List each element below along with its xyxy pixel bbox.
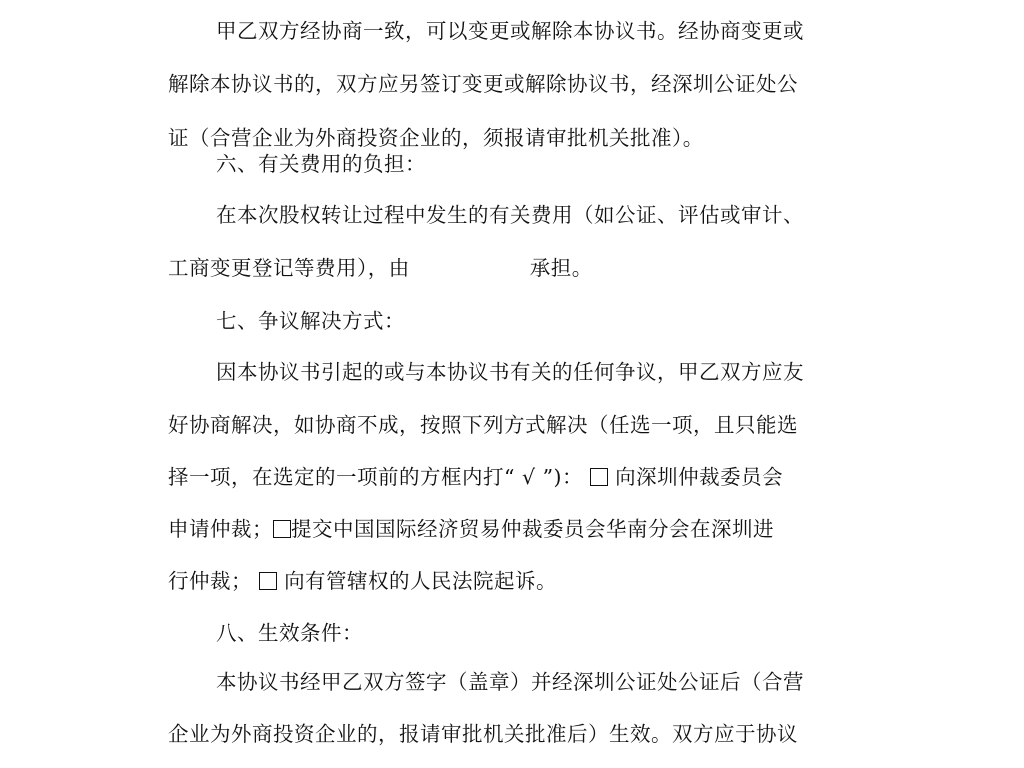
option-cietac-label-cont: 行仲裁； [168,569,252,593]
option-shenzhen-arbitration-label-cont: 申请仲裁； [168,517,273,541]
paragraph-line [168,251,593,281]
section-heading-fees: 六、有关费用的负担： [216,152,426,176]
section-heading-effectiveness: 八、生效条件： [216,621,363,645]
paragraph-line: 本协议书经甲乙双方签字（盖章）并经深圳公证处公证后（合营 [216,670,804,694]
option-shenzhen-arbitration-label: 向深圳仲裁委员会 [615,465,784,489]
section-heading-dispute: 七、争议解决方式： [216,309,405,333]
option-instructions: 择一项，在选定的一项前的方框内打“ √ ”)： [168,465,584,489]
option-court-label: 向有管辖权的人民法院起诉。 [284,569,558,593]
paragraph-line [168,460,783,490]
checkbox-shenzhen-arbitration[interactable] [590,468,608,486]
paragraph-line: 因本协议书引起的或与本协议书有关的任何争议，甲乙双方应友 [216,360,804,384]
fees-text-after-blank: 承担。 [529,256,593,280]
paragraph-line: 好协商解决，如协商不成，按照下列方式解决（任选一项，且只能选 [168,413,798,437]
paragraph-line: 企业为外商投资企业的，报请审批机关批准后）生效。双方应于协议 [168,722,798,746]
paragraph-line [168,512,774,542]
paragraph-line: 在本次股权转让过程中发生的有关费用（如公证、评估或审计、 [216,203,804,227]
checkbox-court-litigation[interactable] [259,572,277,590]
checkbox-cietac-south-china[interactable] [273,520,291,538]
cut-off-line [168,760,728,768]
paragraph-line: 解除本协议书的，双方应另签订变更或解除协议书，经深圳公证处公 [168,72,798,96]
paragraph-line: 甲乙双方经协商一致，可以变更或解除本协议书。经协商变更或 [216,19,804,43]
paragraph-line: 证（合营企业为外商投资企业的，须报请审批机关批准）。 [168,126,704,150]
fees-text-before-blank: 工商变更登记等费用），由 [168,256,410,280]
option-cietac-label: 提交中国国际经济贸易仲裁委员会华南分会在深圳进 [291,517,774,541]
paragraph-line [168,564,557,594]
